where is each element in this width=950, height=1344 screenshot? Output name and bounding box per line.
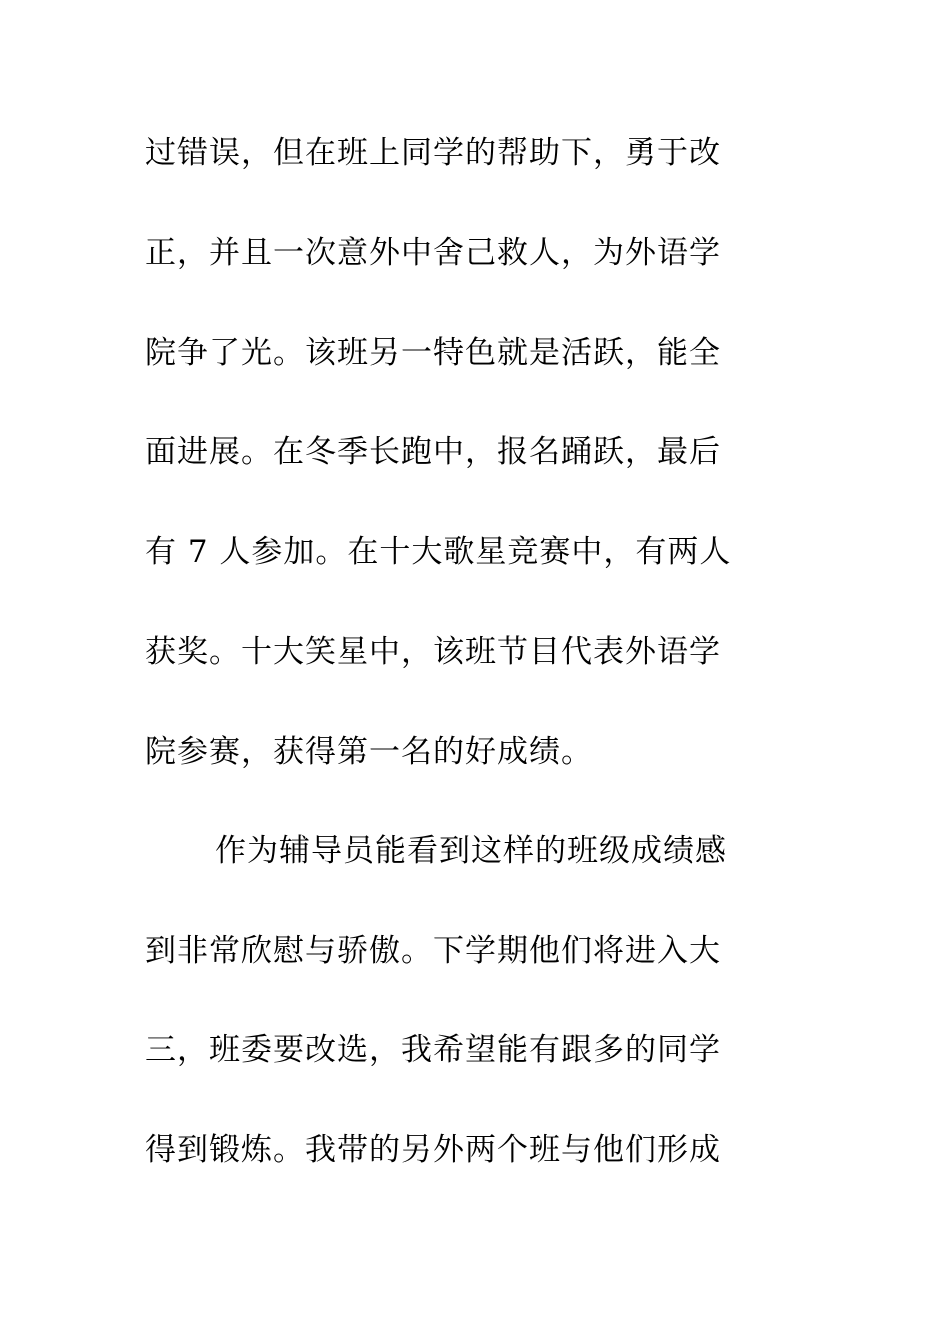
text-line: 面进展。在冬季长跑中，报名踊跃，最后 <box>145 434 721 470</box>
text-line: 得到锻炼。我带的另外两个班与他们形成 <box>145 1132 721 1168</box>
text-line: 获奖。十大笑星中，该班节目代表外语学 <box>145 634 721 670</box>
text-line: 院参赛，获得第一名的好成绩。 <box>145 734 593 770</box>
text-line: 过错误，但在班上同学的帮助下，勇于改 <box>145 135 721 171</box>
text-line: 到非常欣慰与骄傲。下学期他们将进入大 <box>145 933 721 969</box>
text-line: 三，班委要改选，我希望能有跟多的同学 <box>145 1032 721 1068</box>
text-line: 院争了光。该班另一特色就是活跃，能全 <box>145 335 721 371</box>
paragraph-first-line: 作为辅导员能看到这样的班级成绩感 <box>215 833 727 869</box>
text-line: 有 7 人参加。在十大歌星竞赛中，有两人 <box>145 534 732 570</box>
text-line: 正，并且一次意外中舍己救人，为外语学 <box>145 235 721 271</box>
